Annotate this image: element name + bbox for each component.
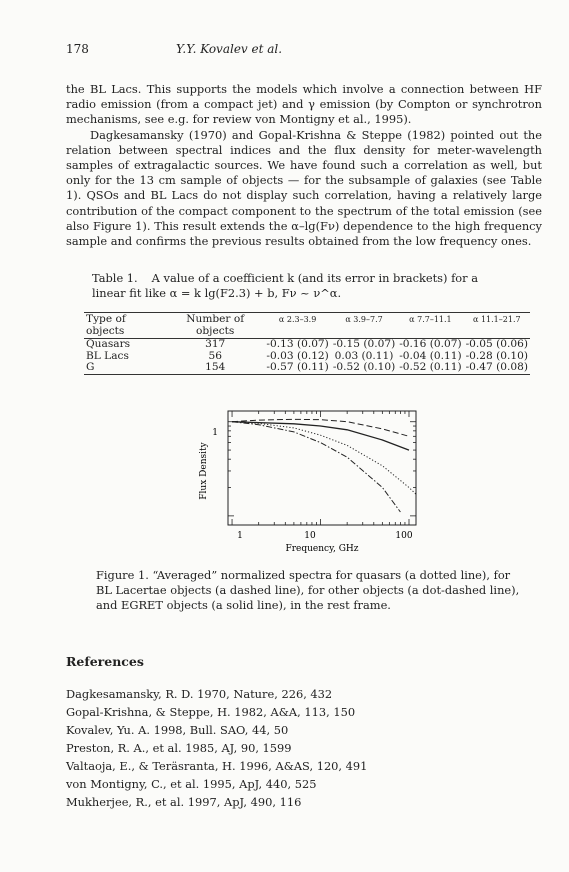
table-cell: -0.16 (0.07) — [399, 338, 462, 350]
plot-curves — [232, 419, 416, 512]
figure-1-plot — [198, 405, 424, 555]
solid-series-line — [232, 422, 409, 450]
table-cell: BL Lacs — [86, 349, 129, 362]
reference-item: Valtaoja, E., & Teräsranta, H. 1996, A&AS, 120, 491 — [66, 759, 368, 773]
x-axis-label: Frequency, GHz — [285, 544, 359, 554]
references-list — [66, 685, 536, 811]
body-text — [66, 82, 542, 249]
table-cell: -0.47 (0.08) — [465, 361, 528, 373]
table-cell: -0.15 (0.07) — [332, 338, 396, 350]
table-cell: -0.03 (0.12) — [266, 349, 329, 362]
table-1-label: Table 1. — [92, 271, 138, 285]
x-tick-label: 100 — [395, 531, 413, 541]
reference-item: von Montigny, C., et al. 1995, ApJ, 440, 525 — [66, 777, 317, 791]
reference-item: Preston, R. A., et al. 1985, AJ, 90, 1599 — [66, 741, 292, 755]
column-header: α 11.1–21.7 — [473, 315, 521, 324]
running-head: Y.Y. Kovalev et al. — [176, 42, 283, 56]
x-tick-label: 1 — [237, 531, 243, 541]
reference-item: Dagkesamansky, R. D. 1970, Nature, 226, 432 — [66, 687, 333, 701]
paragraph-2: Dagkesamansky (1970) and Gopal-Krishna & Steppe (1982) pointed out the relation between spectral indices and the flux density for meter-wavelength samples of extragalactic sources. We have found such a correlation as well, but only for the 13 cm sample of objects — for the subsample of galaxies (see Table 1). QSOs and BL Lacs do not display such correlation, having a relatively large contribution of the compact component to the spectrum of the total emission (see also Figure 1). This result extends the α–lg(Fν) dependence to the high frequency sample and confirms the previous results obtained from the low frequency ones. — [66, 127, 542, 249]
table-cell: 0.03 (0.11) — [334, 349, 394, 362]
table-1-caption-line-2: linear fit like α = k lg(F2.3) + b, Fν ~ ν^α. — [92, 286, 342, 301]
table-cell: -0.52 (0.11) — [399, 361, 462, 373]
figure-1-caption-text: “Averaged” normalized spectra for quasars (a dotted line), for BL Lacertae objects (a dashed line), for other objects (a dot-dashed line), and EGRET objects (a solid line), in the rest frame. — [96, 568, 520, 613]
table-cell: -0.04 (0.11) — [399, 349, 462, 362]
references-heading: References — [66, 654, 144, 669]
running-header — [66, 42, 546, 58]
figure-1-caption — [96, 568, 528, 614]
dotted-series-line — [232, 422, 416, 495]
table-1-caption-line-1: A value of a coefficient k (and its error in brackets) for a — [151, 271, 479, 285]
table-cell: Quasars — [86, 338, 131, 350]
reference-item: Kovalev, Yu. A. 1998, Bull. SAO, 44, 50 — [66, 723, 289, 737]
y-axis-label: Flux Density — [199, 442, 209, 500]
column-header: Number of objects — [186, 313, 245, 337]
figure-1-label: Figure 1. — [96, 568, 149, 582]
axis-ticks — [228, 411, 416, 525]
x-tick-label: 10 — [304, 531, 316, 541]
table-cell: G — [86, 361, 95, 373]
column-header: α 2.3–3.9 — [278, 315, 317, 324]
table-1-caption — [92, 271, 522, 301]
reference-item: Gopal-Krishna, & Steppe, H. 1982, A&A, 113, 150 — [66, 705, 356, 719]
dot-dashed-series-line — [232, 422, 400, 512]
table-cell: -0.05 (0.06) — [465, 338, 528, 350]
plot-frame — [228, 411, 416, 525]
table-cell: -0.52 (0.10) — [332, 361, 396, 373]
table-1 — [84, 312, 530, 375]
column-header: α 3.9–7.7 — [345, 315, 383, 324]
column-header: α 7.7–11.1 — [409, 315, 452, 324]
y-tick-label: 1 — [212, 428, 218, 438]
table-row — [84, 362, 530, 374]
table-cell: -0.28 (0.10) — [465, 349, 528, 362]
table-cell: 154 — [205, 361, 226, 373]
dashed-series-line — [232, 419, 409, 436]
page-number: 178 — [66, 42, 89, 56]
figure-1 — [198, 405, 424, 555]
table-cell: 56 — [208, 349, 222, 362]
table-header-row — [84, 313, 530, 339]
table-cell: -0.13 (0.07) — [266, 338, 329, 350]
table-cell: -0.57 (0.11) — [266, 361, 329, 373]
column-header: Type of objects — [86, 313, 126, 337]
reference-item: Mukherjee, R., et al. 1997, ApJ, 490, 116 — [66, 795, 302, 809]
table-row — [84, 339, 530, 351]
table-cell: 317 — [205, 338, 226, 350]
paragraph-1: the BL Lacs. This supports the models which involve a connection between HF radio emission (from a compact jet) and γ emission (by Compton or synchrotron mechanisms, see e.g. for review von Montigny et al., 1995). — [66, 82, 542, 127]
